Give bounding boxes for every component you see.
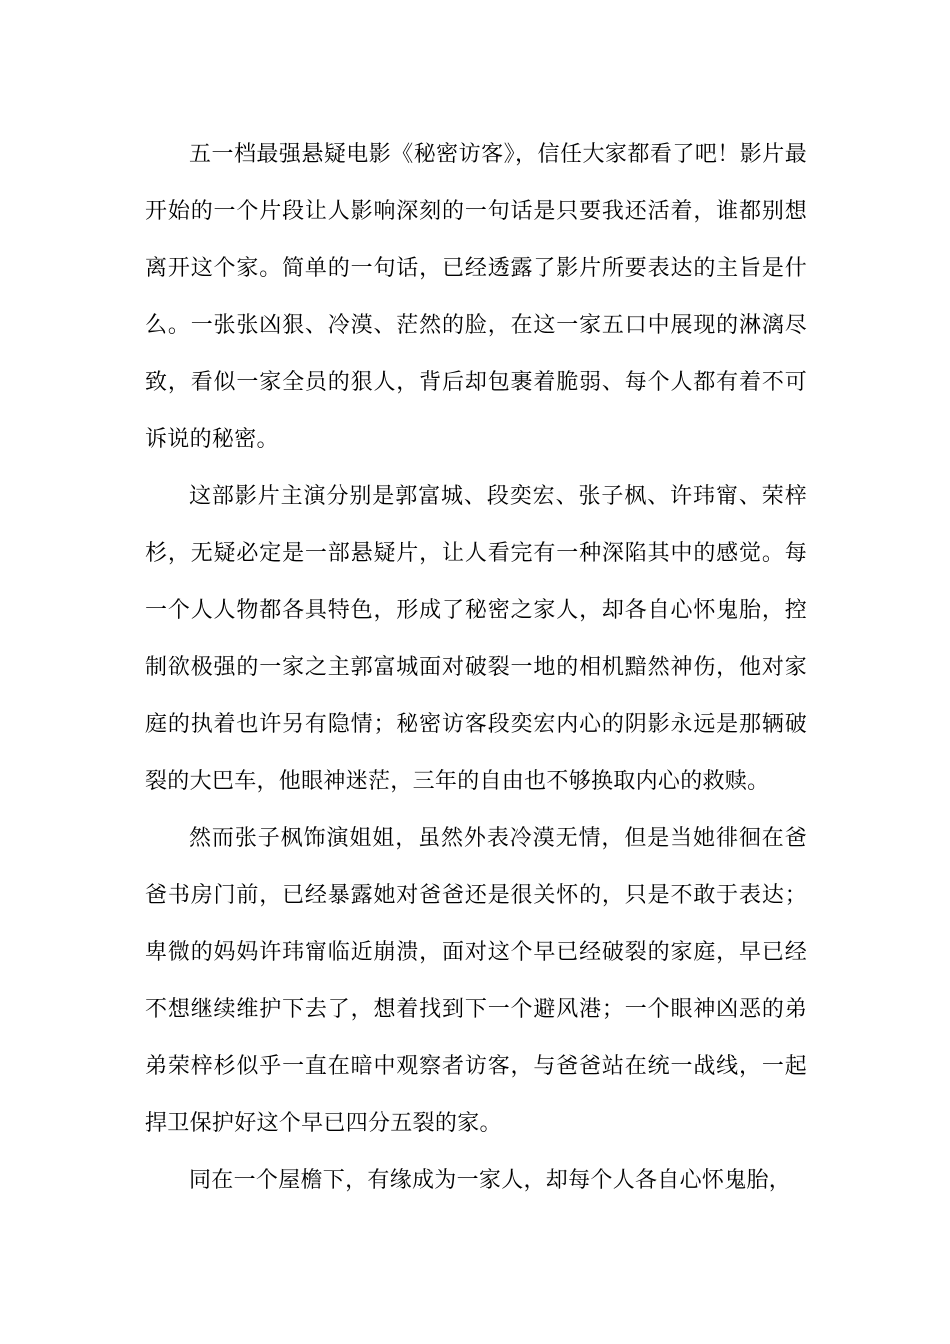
- paragraph-1: 五一档最强悬疑电影《秘密访客》，信任大家都看了吧！影片最开始的一个片段让人影响深刻的一句话是只要我还活着，谁都别想离开这个家。简单的一句话，已经透露了影片所要表达的主旨是什么。一张张凶狠、冷漠、茫然的脸，在这一家五口中展现的淋漓尽致，看似一家全员的狠人，背后却包裹着脆弱、每个人都有着不可诉说的秘密。: [145, 142, 807, 452]
- paragraph-2: 这部影片主演分别是郭富城、段奕宏、张子枫、许玮甯、荣梓杉，无疑必定是一部悬疑片，让人看完有一种深陷其中的感觉。每一个人人物都各具特色，形成了秘密之家人，却各自心怀鬼胎，控制欲极强的一家之主郭富城面对破裂一地的相机黯然神伤，他对家庭的执着也许另有隐情；秘密访客段奕宏内心的阴影永远是那辆破裂的大巴车，他眼神迷茫，三年的自由也不够换取内心的救赎。: [145, 484, 807, 794]
- document-body: [145, 126, 807, 1209]
- paragraph-3: 然而张子枫饰演姐姐，虽然外表冷漠无情，但是当她徘徊在爸爸书房门前，已经暴露她对爸爸还是很关怀的，只是不敢于表达；卑微的妈妈许玮甯临近崩溃，面对这个早已经破裂的家庭，早已经不想继续维护下去了，想着找到下一个避风港；一个眼神凶恶的弟弟荣梓杉似乎一直在暗中观察者访客，与爸爸站在统一战线，一起捍卫保护好这个早已四分五裂的家。: [145, 826, 807, 1136]
- paragraph-4: 同在一个屋檐下，有缘成为一家人，却每个人各自心怀鬼胎，: [189, 1168, 792, 1193]
